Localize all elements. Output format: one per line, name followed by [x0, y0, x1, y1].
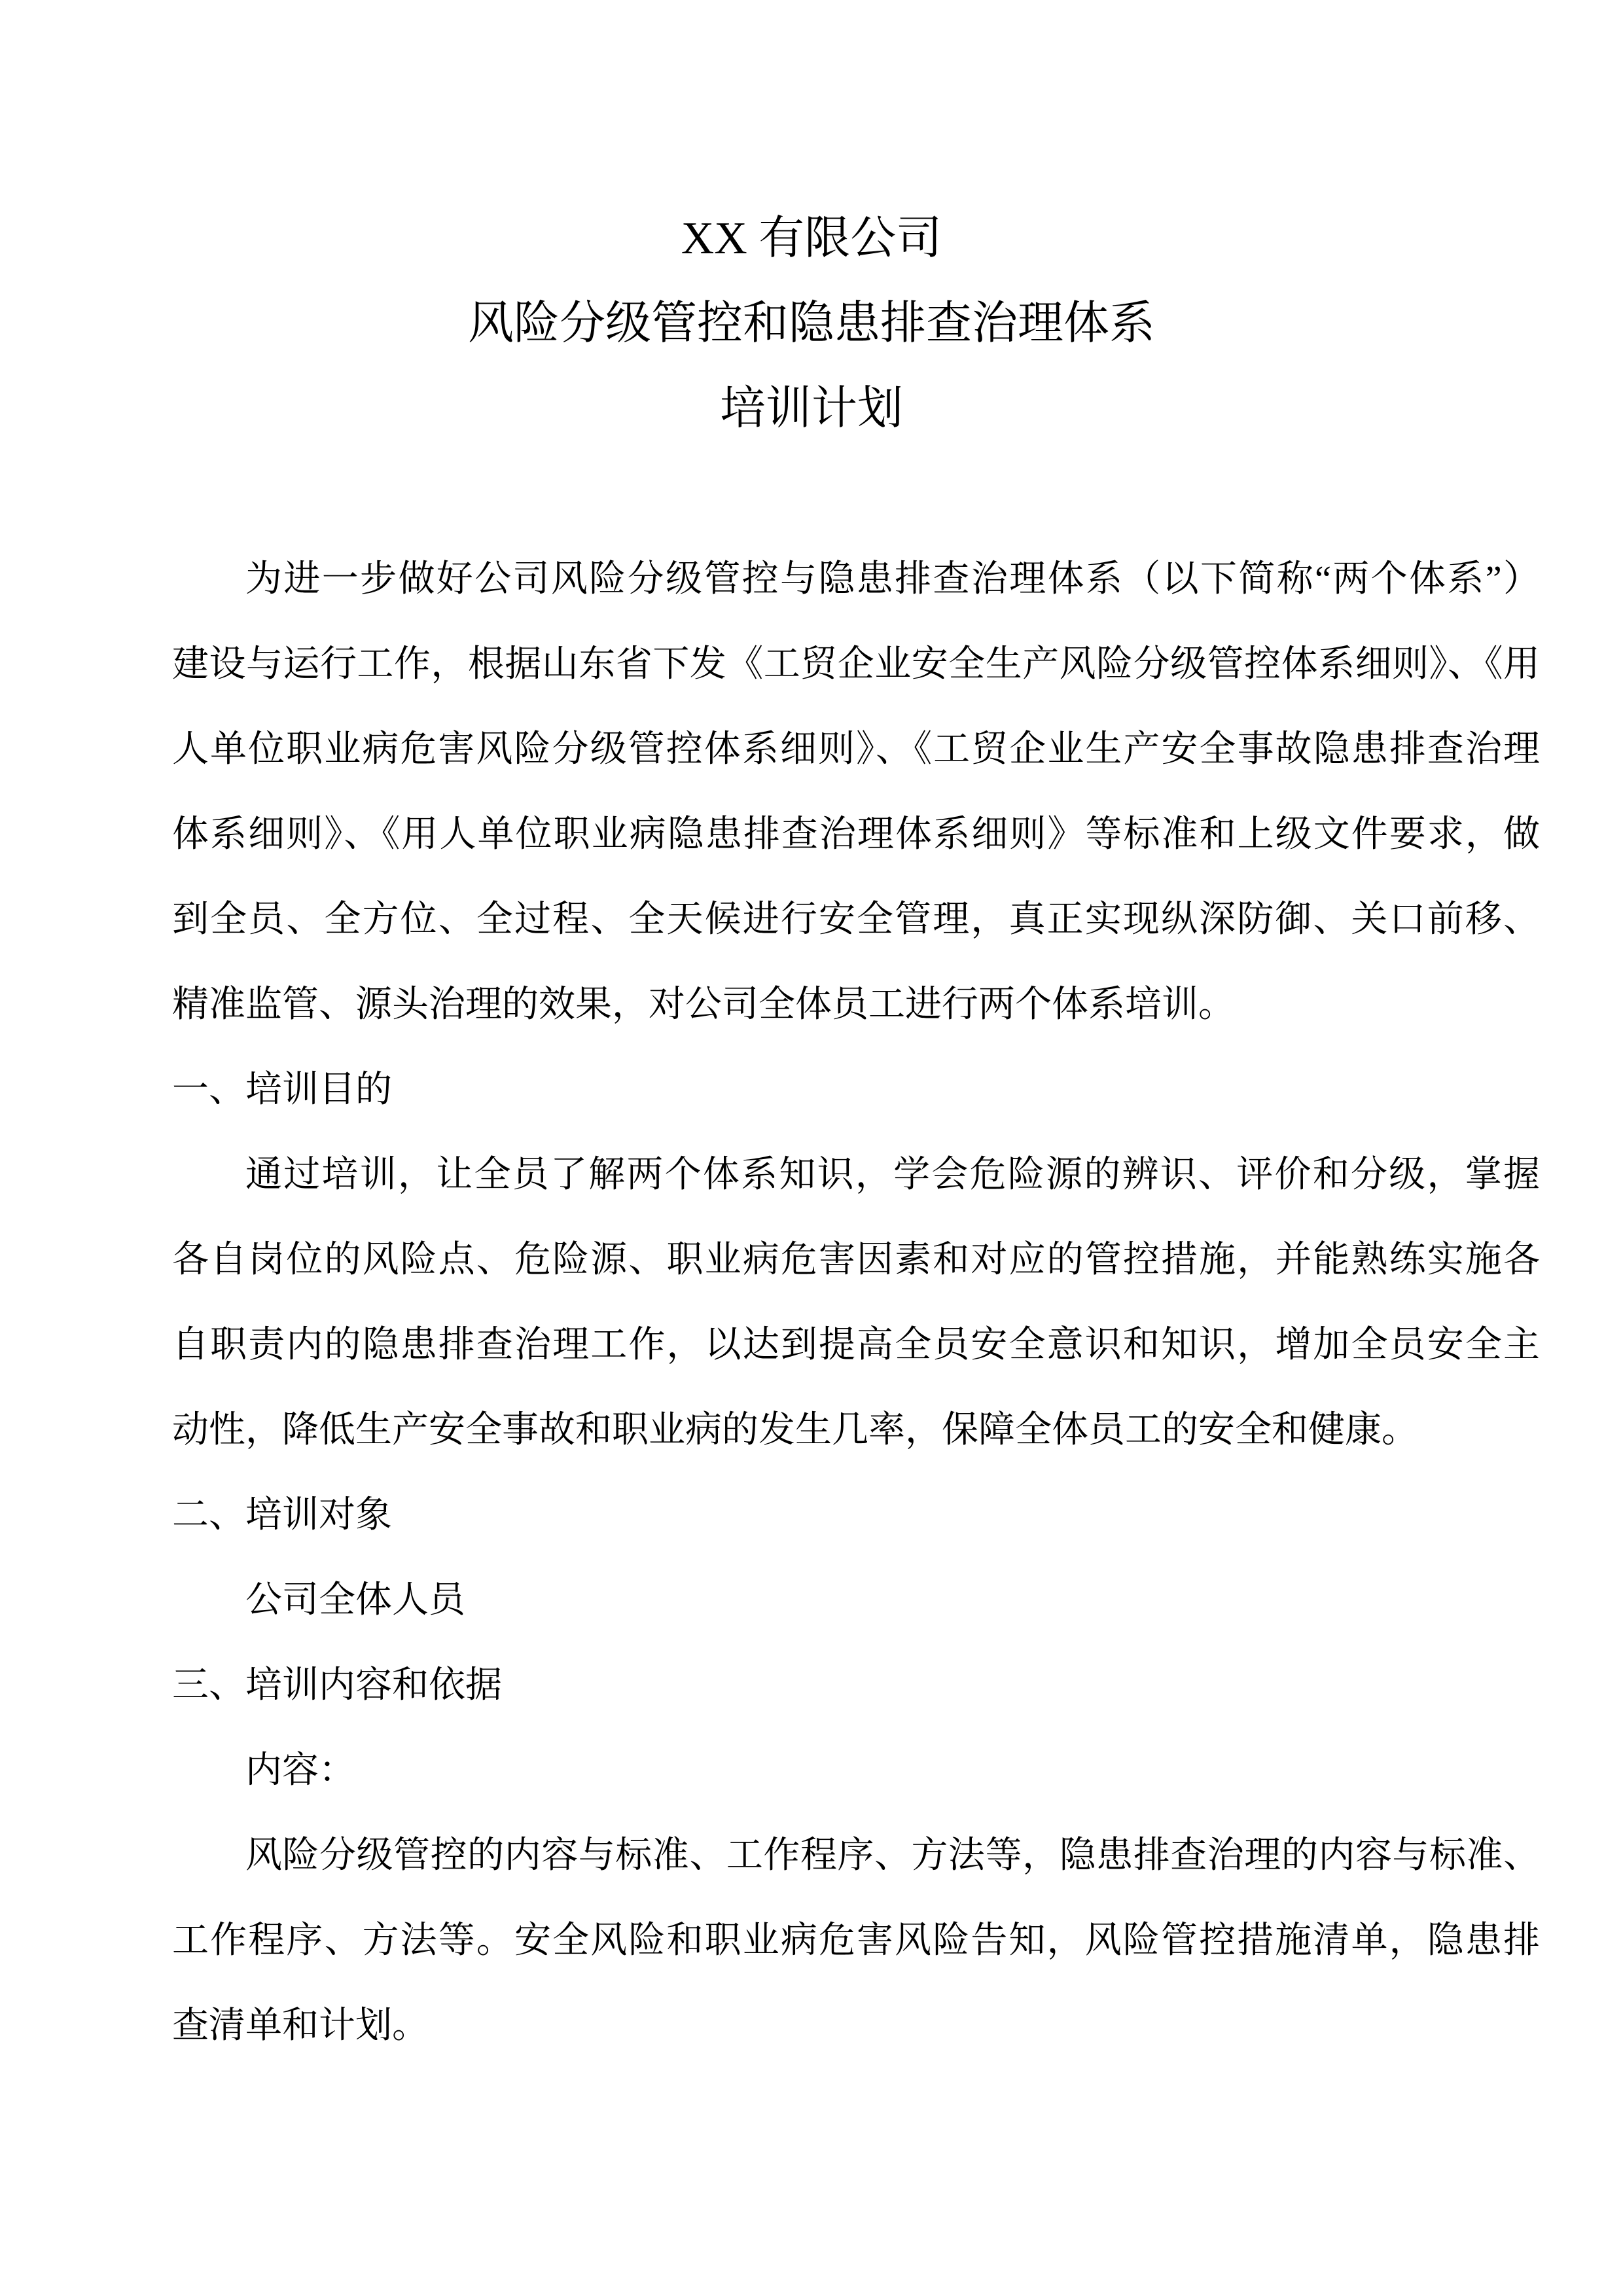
paragraph-line: 到全员、全方位、全过程、全天候进行安全管理，真正实现纵深防御、关口前移、	[172, 899, 1540, 940]
paragraph-line: 自职责内的隐患排查治理工作，以达到提高全员安全意识和知识，增加全员安全主	[172, 1325, 1540, 1365]
company-name: XX 有限公司	[681, 213, 942, 264]
paragraph-line: 精准监管、源头治理的效果，对公司全体员工进行两个体系培训。	[172, 984, 1235, 1025]
paragraph-line: 为进一步做好公司风险分级管控与隐患排查治理体系（以下简称“两个体系”）	[245, 559, 1540, 600]
paragraph-line: 通过培训，让全员了解两个体系知识，学会危险源的辨识、评价和分级，掌握	[245, 1155, 1540, 1195]
paragraph-line: 建设与运行工作，根据山东省下发《工贸企业安全生产风险分级管控体系细则》、《用	[172, 644, 1540, 685]
document-body	[172, 537, 1540, 2068]
paragraph-line: 各自岗位的风险点、危险源、职业病危害因素和对应的管控措施，并能熟练实施各	[172, 1240, 1540, 1280]
paragraph-line: 动性，降低生产安全事故和职业病的发生几率，保障全体员工的安全和健康。	[172, 1410, 1418, 1450]
document-subtitle: 培训计划	[720, 384, 903, 434]
paragraph-line: 内容：	[245, 1750, 355, 1791]
document-title: 风险分级管控和隐患排查治理体系	[468, 298, 1155, 349]
paragraph-line: 体系细则》、《用人单位职业病隐患排查治理体系细则》等标准和上级文件要求，做	[172, 814, 1540, 855]
paragraph-line: 工作程序、方法等。安全风险和职业病危害风险告知，风险管控措施清单，隐患排	[172, 1920, 1540, 1961]
document-title-block	[0, 0, 1623, 452]
section-heading-training-audience: 二、培训对象	[172, 1495, 392, 1535]
paragraph-line: 公司全体人员	[245, 1580, 465, 1621]
paragraph-line: 查清单和计划。	[172, 2005, 429, 2046]
section-heading-training-purpose: 一、培训目的	[172, 1069, 392, 1110]
paragraph-line: 人单位职业病危害风险分级管控体系细则》、《工贸企业生产安全事故隐患排查治理	[172, 729, 1540, 770]
paragraph-line: 风险分级管控的内容与标准、工作程序、方法等，隐患排查治理的内容与标准、	[245, 1835, 1540, 1876]
section-heading-training-content: 三、培训内容和依据	[172, 1665, 502, 1706]
